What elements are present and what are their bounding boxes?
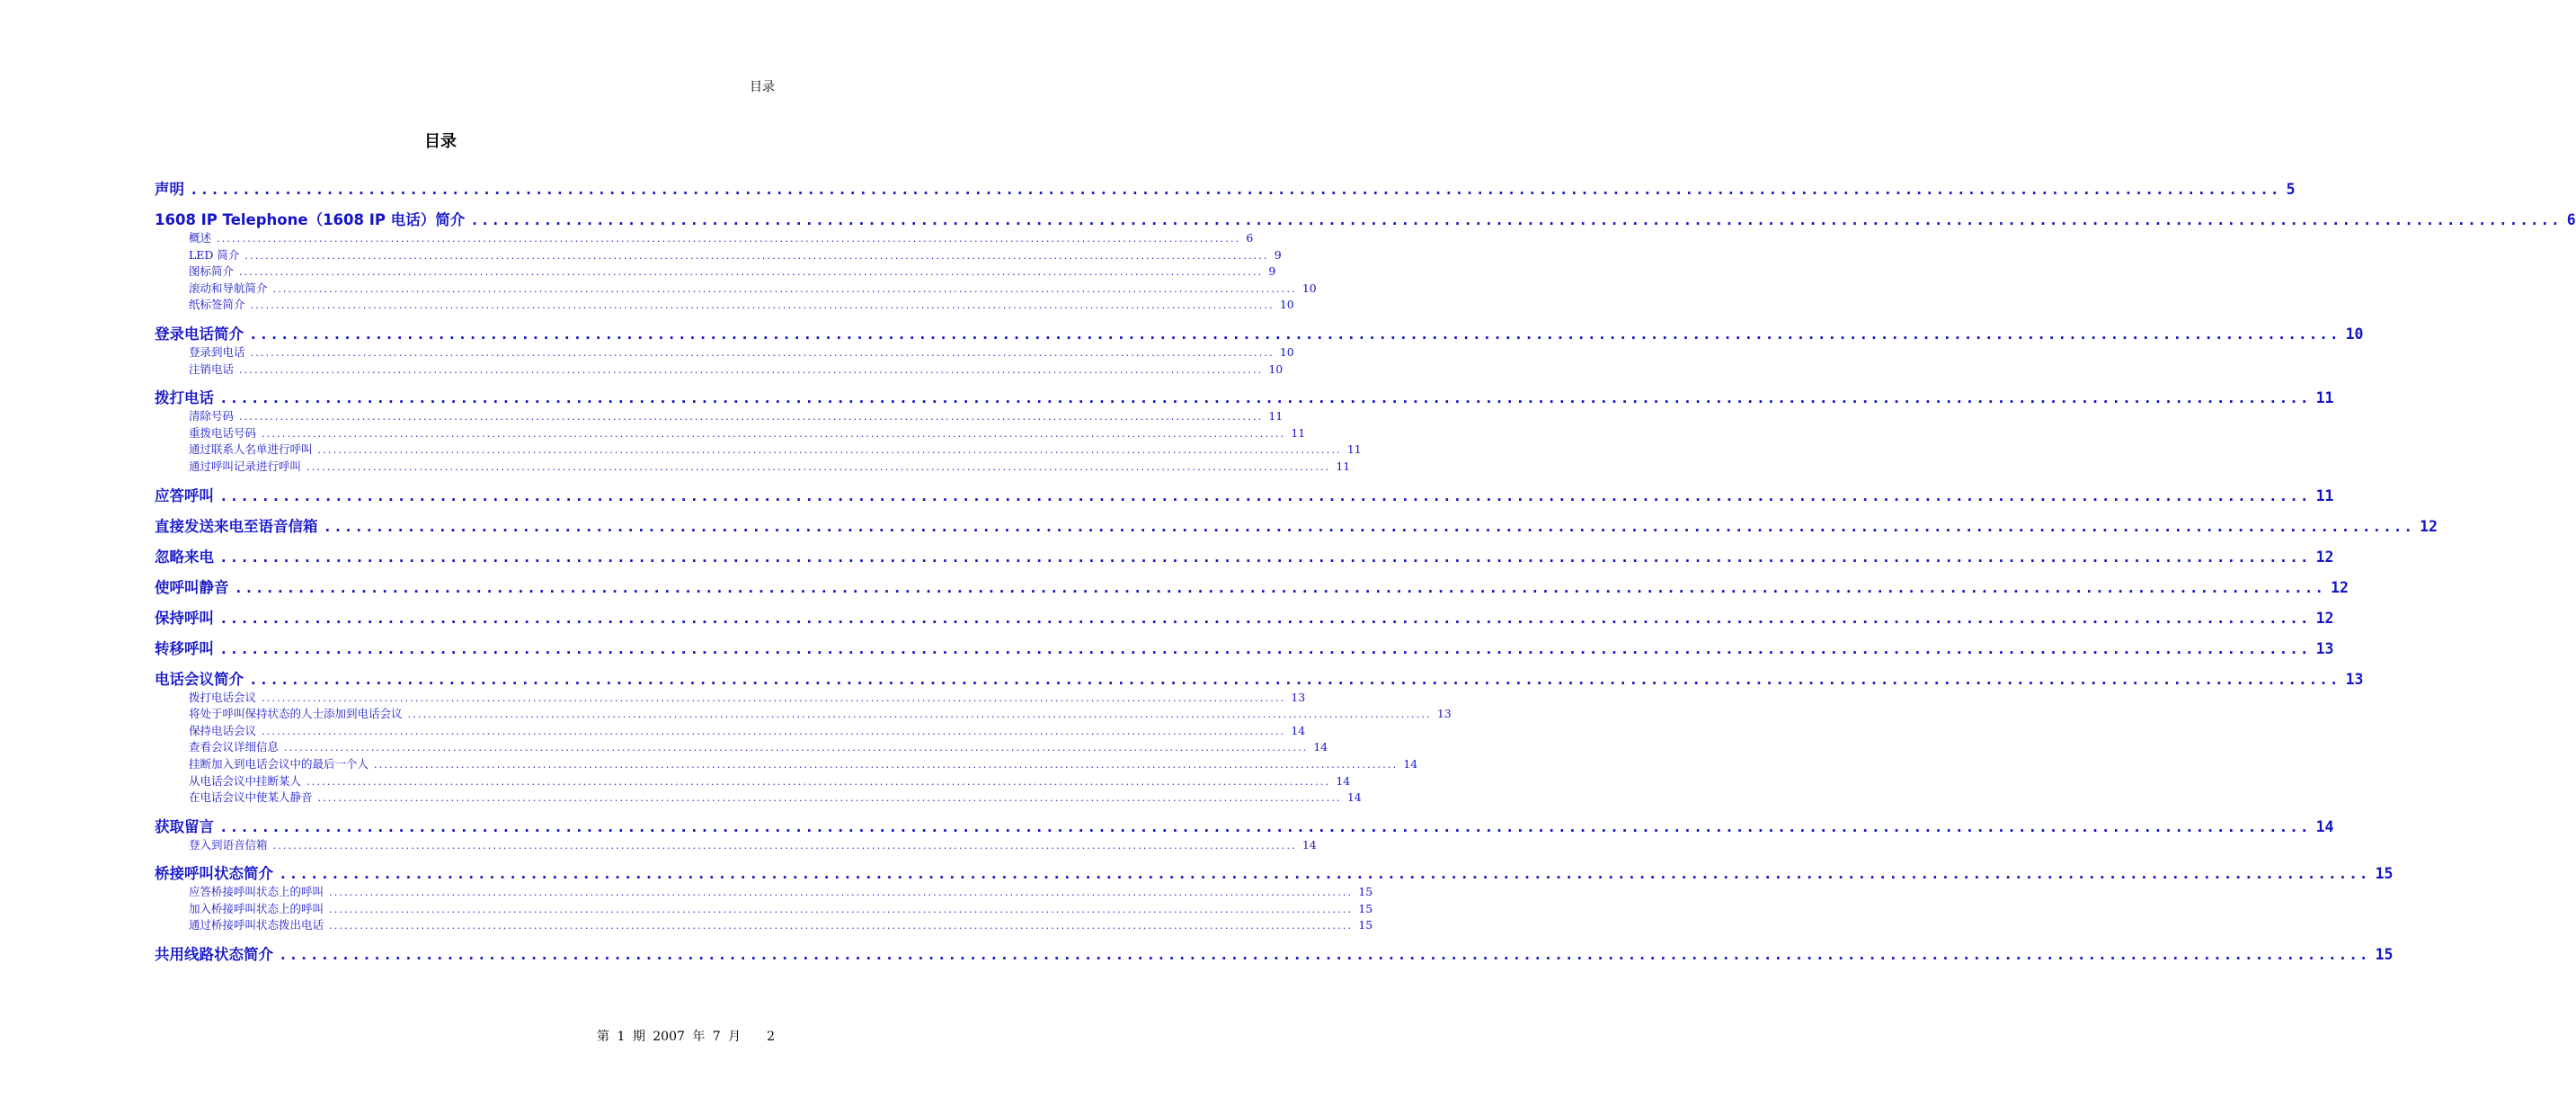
toc-section-entry[interactable]	[155, 690, 1306, 707]
toc-section-entry[interactable]	[155, 247, 1282, 264]
toc-page-number: 14	[1403, 756, 1418, 771]
running-header: 目录	[750, 80, 775, 94]
toc-dot-leader: ........................................................................................................................................................................................................	[219, 817, 2311, 835]
toc-page-number: 15	[2375, 865, 2394, 883]
toc-page-number: 13	[1436, 707, 1452, 721]
toc-page-number: 11	[2315, 389, 2334, 407]
toc-dot-leader: ........................................................................................................................................................................................................	[279, 865, 2370, 883]
toc-entry-title: 桥接呼叫状态简介	[155, 865, 273, 883]
toc-dot-leader: ........................................................................................................................................................................................................	[219, 609, 2311, 627]
toc-dot-leader: ........................................................................................................................................................................................................	[306, 775, 1331, 788]
toc-dot-leader: ........................................................................................................................................................................................................	[249, 670, 2341, 688]
toc-section-entry[interactable]	[155, 837, 1317, 854]
footer-issue-date: 第 1 期 2007 年 7 月	[597, 1030, 742, 1044]
toc-chapter-entry[interactable]	[155, 325, 2364, 344]
toc-entry-title: 声明	[155, 181, 184, 198]
toc-dot-leader: ........................................................................................................................................................................................................	[279, 946, 2370, 964]
toc-page-number: 6	[2566, 211, 2576, 228]
toc-page-number: 14	[1346, 790, 1362, 805]
toc-page-number: 10	[1301, 281, 1317, 295]
toc-page-number: 14	[1291, 723, 1306, 737]
toc-dot-leader: ........................................................................................................................................................................................................	[239, 411, 1264, 424]
toc-entry-title: 通过桥接呼叫状态拨出电话	[189, 918, 324, 932]
toc-section-entry[interactable]	[155, 442, 1362, 459]
toc-section-entry[interactable]	[155, 917, 1373, 934]
toc-entry-title: 滚动和导航简介	[189, 281, 268, 295]
toc-page-number: 12	[2315, 609, 2334, 627]
toc-entry-title: 纸标签简介	[189, 298, 245, 312]
toc-page-number: 5	[2286, 181, 2296, 198]
toc-section-entry[interactable]	[155, 263, 1276, 281]
toc-chapter-entry[interactable]	[155, 639, 2334, 659]
toc-page-number: 15	[2375, 946, 2394, 964]
toc-page-number: 14	[1301, 837, 1317, 852]
toc-entry-title: 登入到语音信箱	[189, 837, 268, 852]
toc-section-entry[interactable]	[155, 281, 1317, 298]
toc-page-number: 15	[1358, 885, 1373, 899]
toc-entry-title: 使呼叫静音	[155, 578, 229, 596]
toc-dot-leader: ........................................................................................................................................................................................................	[306, 460, 1331, 473]
toc-page-number: 11	[1268, 409, 1284, 424]
toc-chapter-entry[interactable]	[155, 817, 2334, 837]
toc-entry-title: 加入桥接呼叫状态上的呼叫	[189, 901, 324, 915]
toc-entry-title: 拨打电话会议	[189, 690, 257, 704]
toc-section-entry[interactable]	[155, 773, 1351, 790]
toc-page-number: 10	[1279, 344, 1294, 359]
toc-page-number: 15	[1358, 918, 1373, 932]
toc-section-entry[interactable]	[155, 884, 1373, 901]
page-title: 目录	[424, 132, 457, 151]
toc-page-number: 10	[1268, 361, 1284, 376]
table-of-contents	[155, 180, 2576, 965]
toc-section-entry[interactable]	[155, 789, 1362, 807]
toc-dot-leader: ........................................................................................................................................................................................................	[262, 427, 1286, 440]
toc-dot-leader: ........................................................................................................................................................................................................	[374, 758, 1399, 771]
toc-entry-title: 电话会议简介	[155, 670, 244, 688]
toc-page-number: 14	[1313, 740, 1328, 754]
toc-dot-leader: ........................................................................................................................................................................................................	[219, 548, 2311, 566]
toc-entry-title: 查看会议详细信息	[189, 740, 280, 754]
toc-dot-leader: ........................................................................................................................................................................................................	[329, 887, 1354, 899]
toc-entry-title: 从电话会议中挂断某人	[189, 773, 302, 788]
toc-page-number: 14	[1336, 773, 1351, 788]
toc-entry-title: 清除号码	[189, 409, 235, 424]
toc-page-number: 13	[2345, 670, 2364, 688]
toc-page-number: 15	[1358, 901, 1373, 915]
toc-section-entry[interactable]	[155, 230, 1254, 247]
toc-entry-title: 将处于呼叫保持状态的人士添加到电话会议	[189, 707, 403, 721]
toc-chapter-entry[interactable]	[155, 210, 2576, 230]
toc-page-number: 13	[1291, 690, 1306, 704]
toc-entry-title: 注销电话	[189, 361, 235, 376]
toc-section-entry[interactable]	[155, 361, 1284, 379]
page-footer	[597, 1027, 775, 1045]
toc-dot-leader: ........................................................................................................................................................................................................	[239, 266, 1264, 279]
toc-section-entry[interactable]	[155, 723, 1306, 740]
toc-entry-title: 在电话会议中使某人静音	[189, 790, 313, 805]
toc-page-number: 12	[2331, 578, 2349, 596]
toc-chapter-entry[interactable]	[155, 486, 2334, 506]
toc-chapter-entry[interactable]	[155, 609, 2334, 629]
toc-chapter-entry[interactable]	[155, 864, 2394, 884]
toc-section-entry[interactable]	[155, 459, 1351, 476]
toc-entry-title: 保持电话会议	[189, 723, 257, 737]
toc-entry-title: 拨打电话	[155, 389, 214, 407]
toc-page-number: 10	[1279, 298, 1294, 312]
toc-dot-leader: ........................................................................................................................................................................................................	[323, 517, 2415, 535]
toc-dot-leader: ........................................................................................................................................................................................................	[262, 725, 1286, 737]
toc-entry-title: 获取留言	[155, 817, 214, 835]
toc-dot-leader: ........................................................................................................................................................................................................	[407, 709, 1432, 721]
toc-dot-leader: ........................................................................................................................................................................................................	[244, 249, 1269, 262]
toc-section-entry[interactable]	[155, 297, 1294, 314]
toc-section-entry[interactable]	[155, 739, 1328, 756]
toc-dot-leader: ........................................................................................................................................................................................................	[239, 363, 1264, 376]
toc-dot-leader: ........................................................................................................................................................................................................	[262, 691, 1286, 704]
toc-chapter-entry[interactable]	[155, 578, 2349, 598]
toc-page-number: 11	[1291, 425, 1306, 440]
toc-entry-title: 应答呼叫	[155, 486, 214, 504]
toc-dot-leader: ........................................................................................................................................................................................................	[250, 346, 1275, 359]
toc-dot-leader: ........................................................................................................................................................................................................	[329, 920, 1354, 932]
toc-page-number: 9	[1268, 264, 1276, 279]
toc-entry-title: 通过呼叫记录进行呼叫	[189, 459, 302, 473]
toc-dot-leader: ........................................................................................................................................................................................................	[470, 211, 2562, 228]
toc-dot-leader: ........................................................................................................................................................................................................	[217, 233, 1241, 245]
toc-page-number: 11	[1336, 459, 1351, 473]
toc-dot-leader: ........................................................................................................................................................................................................	[219, 486, 2311, 504]
toc-dot-leader: ........................................................................................................................................................................................................	[317, 444, 1342, 457]
toc-section-entry[interactable]	[155, 901, 1373, 918]
toc-dot-leader: ........................................................................................................................................................................................................	[329, 903, 1354, 915]
toc-entry-title: 概述	[189, 231, 212, 245]
toc-page-number: 14	[2315, 817, 2334, 835]
toc-section-entry[interactable]	[155, 706, 1452, 723]
toc-entry-title: 图标简介	[189, 264, 235, 279]
toc-entry-title: 登录到电话	[189, 344, 245, 359]
toc-chapter-entry[interactable]	[155, 180, 2296, 200]
toc-section-entry[interactable]	[155, 408, 1284, 425]
toc-page-number: 6	[1246, 231, 1254, 245]
toc-page-number: 11	[1346, 442, 1362, 457]
toc-chapter-entry[interactable]	[155, 670, 2364, 690]
toc-entry-title: 忽略来电	[155, 548, 214, 566]
toc-page-number: 13	[2315, 639, 2334, 657]
toc-dot-leader: ........................................................................................................................................................................................................	[219, 389, 2311, 407]
toc-entry-title: 挂断加入到电话会议中的最后一个人	[189, 756, 369, 771]
toc-entry-title: 重拨电话号码	[189, 425, 257, 440]
toc-chapter-entry[interactable]	[155, 945, 2394, 965]
toc-chapter-entry[interactable]	[155, 388, 2334, 408]
toc-section-entry[interactable]	[155, 425, 1306, 442]
toc-section-entry[interactable]	[155, 756, 1418, 773]
toc-page-number: 12	[2420, 517, 2438, 535]
toc-entry-title: 转移呼叫	[155, 639, 214, 657]
toc-entry-title: 共用线路状态简介	[155, 946, 273, 964]
toc-dot-leader: ........................................................................................................................................................................................................	[272, 282, 1297, 295]
toc-entry-title: 保持呼叫	[155, 609, 214, 627]
toc-dot-leader: ........................................................................................................................................................................................................	[190, 181, 2281, 198]
toc-dot-leader: ........................................................................................................................................................................................................	[284, 742, 1309, 754]
toc-page-number: 12	[2315, 548, 2334, 566]
toc-dot-leader: ........................................................................................................................................................................................................	[317, 792, 1342, 805]
toc-page-number: 10	[2345, 325, 2364, 343]
toc-chapter-entry[interactable]	[155, 517, 2438, 537]
toc-entry-title: 1608 IP Telephone（1608 IP 电话）简介	[155, 211, 466, 228]
toc-section-entry[interactable]	[155, 344, 1294, 361]
toc-dot-leader: ........................................................................................................................................................................................................	[249, 325, 2341, 343]
toc-entry-title: 登录电话简介	[155, 325, 244, 343]
toc-dot-leader: ........................................................................................................................................................................................................	[272, 839, 1297, 852]
toc-dot-leader: ........................................................................................................................................................................................................	[234, 578, 2326, 596]
toc-entry-title: 直接发送来电至语音信箱	[155, 517, 318, 535]
toc-entry-title: 应答桥接呼叫状态上的呼叫	[189, 885, 324, 899]
toc-page-number: 11	[2315, 486, 2334, 504]
toc-entry-title: 通过联系人名单进行呼叫	[189, 442, 313, 457]
footer-page-number: 2	[767, 1030, 775, 1044]
toc-dot-leader: ........................................................................................................................................................................................................	[250, 299, 1275, 312]
toc-dot-leader: ........................................................................................................................................................................................................	[219, 639, 2311, 657]
toc-chapter-entry[interactable]	[155, 548, 2334, 567]
toc-page-number: 9	[1274, 247, 1282, 262]
toc-entry-title: LED 简介	[189, 247, 240, 262]
